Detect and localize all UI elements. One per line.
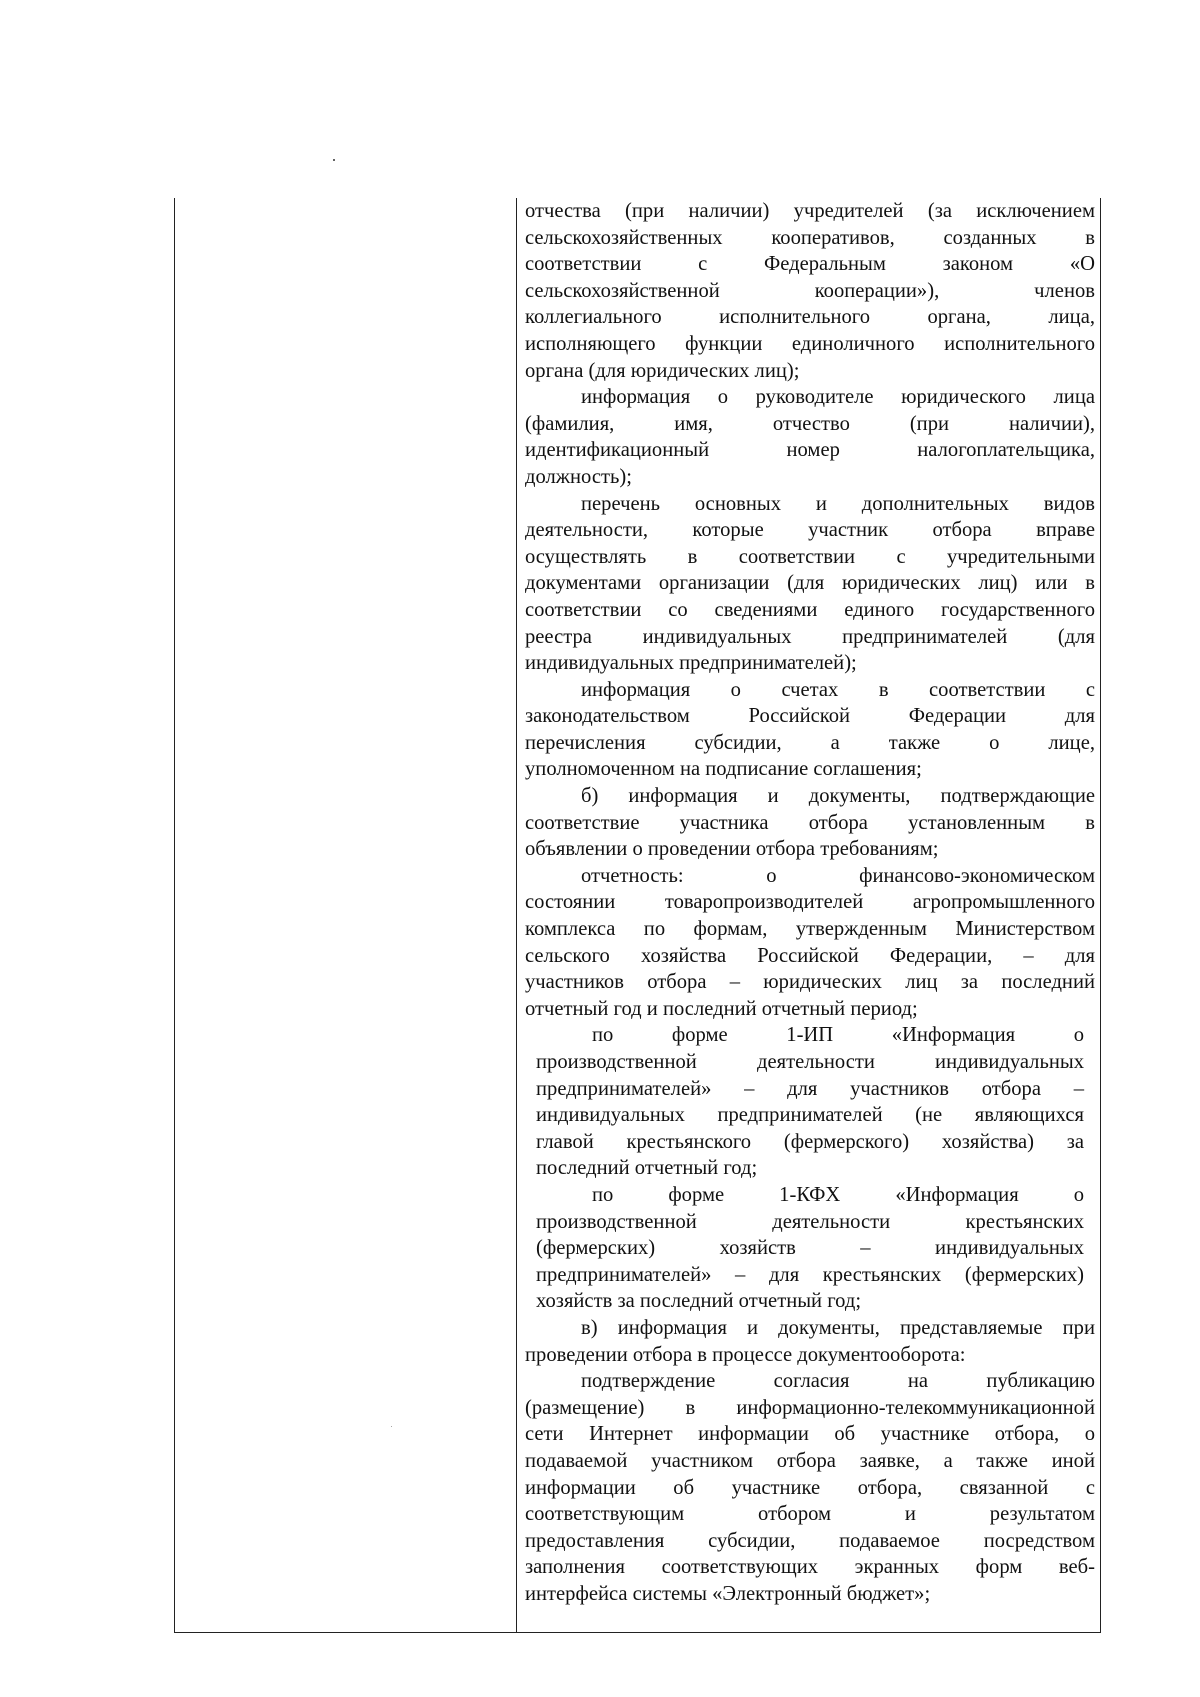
text-line: предпринимателей» – для участников отбора – — [536, 1077, 1084, 1100]
document-paragraph — [525, 1022, 1095, 1182]
document-paragraph — [525, 863, 1095, 1023]
text-line: проведении отбора в процессе документооборота: — [525, 1343, 966, 1366]
text-line: перечисления субсидии, а также о лице, — [525, 731, 1095, 754]
text-line: предпринимателей» – для крестьянских (фермерских) — [536, 1263, 1084, 1286]
scan-speck — [333, 159, 335, 161]
text-line: соответствии со сведениями единого государственного — [525, 598, 1095, 621]
text-line: должность); — [525, 465, 632, 488]
text-line: подтверждение согласия на публикацию — [581, 1370, 1095, 1393]
text-line: соответствие участника отбора установленным в — [525, 811, 1095, 834]
document-paragraph — [525, 384, 1095, 490]
text-line: идентификационный номер налогоплательщика, — [525, 439, 1095, 462]
text-line: производственной деятельности индивидуальных — [536, 1051, 1084, 1073]
text-line: в) информация и документы, представляемые при — [581, 1316, 1095, 1339]
text-line: отчества (при наличии) учредителей (за исключением — [525, 200, 1095, 222]
table-left-column — [175, 198, 517, 1632]
text-line: исполняющего функции единоличного исполнительного — [525, 332, 1095, 355]
text-line: (фамилия, имя, отчество (при наличии), — [525, 412, 1095, 435]
text-line: комплекса по формам, утвержденным Министерством — [525, 918, 1095, 941]
text-line: осуществлять в соответствии с учредительными — [525, 545, 1095, 568]
text-line: документами организации (для юридических лиц) или в — [525, 572, 1095, 595]
text-line: соответствии с Федеральным законом «О — [525, 253, 1095, 276]
text-line: (размещение) в информационно-телекоммуникационной — [525, 1396, 1095, 1419]
text-line: индивидуальных предпринимателей); — [525, 652, 857, 675]
document-paragraph — [525, 783, 1095, 863]
text-line: интерфейса системы «Электронный бюджет»; — [525, 1582, 931, 1605]
document-paragraph — [525, 1182, 1095, 1315]
text-line: реестра индивидуальных предпринимателей (для — [525, 625, 1095, 648]
text-line: б) информация и документы, подтверждающие — [581, 785, 1095, 808]
text-line: подаваемой участником отбора заявке, а также иной — [525, 1449, 1095, 1472]
document-table — [174, 198, 1101, 1633]
text-line: сельскохозяйственной кооперации»), членов — [525, 279, 1095, 302]
text-line: по форме 1-ИП «Информация о — [592, 1024, 1084, 1047]
text-line: деятельности, которые участник отбора вправе — [525, 519, 1095, 542]
document-paragraph — [525, 677, 1095, 783]
table-right-column — [525, 198, 1095, 1607]
text-line: сельского хозяйства Российской Федерации, – для — [525, 944, 1095, 967]
text-line: последний отчетный год; — [536, 1157, 758, 1180]
text-line: индивидуальных предпринимателей (не являющихся — [536, 1104, 1084, 1127]
text-line: по форме 1-КФХ «Информация о — [592, 1183, 1084, 1206]
text-line: перечень основных и дополнительных видов — [581, 492, 1095, 515]
text-line: информация о руководителе юридического лица — [581, 386, 1095, 409]
text-line: информация о счетах в соответствии с — [581, 678, 1095, 701]
text-line: заполнения соответствующих экранных форм веб- — [525, 1556, 1095, 1579]
document-paragraph — [525, 198, 1095, 384]
text-line: предоставления субсидии, подаваемое посредством — [525, 1529, 1095, 1552]
text-line: (фермерских) хозяйств – индивидуальных — [536, 1237, 1084, 1260]
text-line: объявлении о проведении отбора требованиям; — [525, 838, 939, 861]
text-line: информации об участнике отбора, связанной с — [525, 1476, 1095, 1499]
text-line: сети Интернет информации об участнике отбора, о — [525, 1423, 1095, 1446]
text-line: коллегиального исполнительного органа, лица, — [525, 306, 1095, 329]
text-line: законодательством Российской Федерации для — [525, 705, 1095, 728]
text-line: производственной деятельности крестьянских — [536, 1210, 1084, 1233]
text-line: отчетность: о финансово-экономическом — [581, 864, 1095, 887]
text-line: хозяйств за последний отчетный год; — [536, 1290, 862, 1313]
text-line: сельскохозяйственных кооперативов, созданных в — [525, 226, 1095, 249]
document-paragraph — [525, 491, 1095, 677]
text-line: уполномоченном на подписание соглашения; — [525, 758, 922, 781]
document-paragraph — [525, 1315, 1095, 1368]
document-paragraph — [525, 1368, 1095, 1607]
text-line: соответствующим отбором и результатом — [525, 1503, 1095, 1526]
text-line: отчетный год и последний отчетный период; — [525, 997, 918, 1020]
text-line: состоянии товаропроизводителей агропромышленного — [525, 891, 1095, 914]
text-line: органа (для юридических лиц); — [525, 359, 800, 382]
text-line: главой крестьянского (фермерского) хозяйства) за — [536, 1130, 1084, 1153]
text-line: участников отбора – юридических лиц за последний — [525, 971, 1095, 994]
